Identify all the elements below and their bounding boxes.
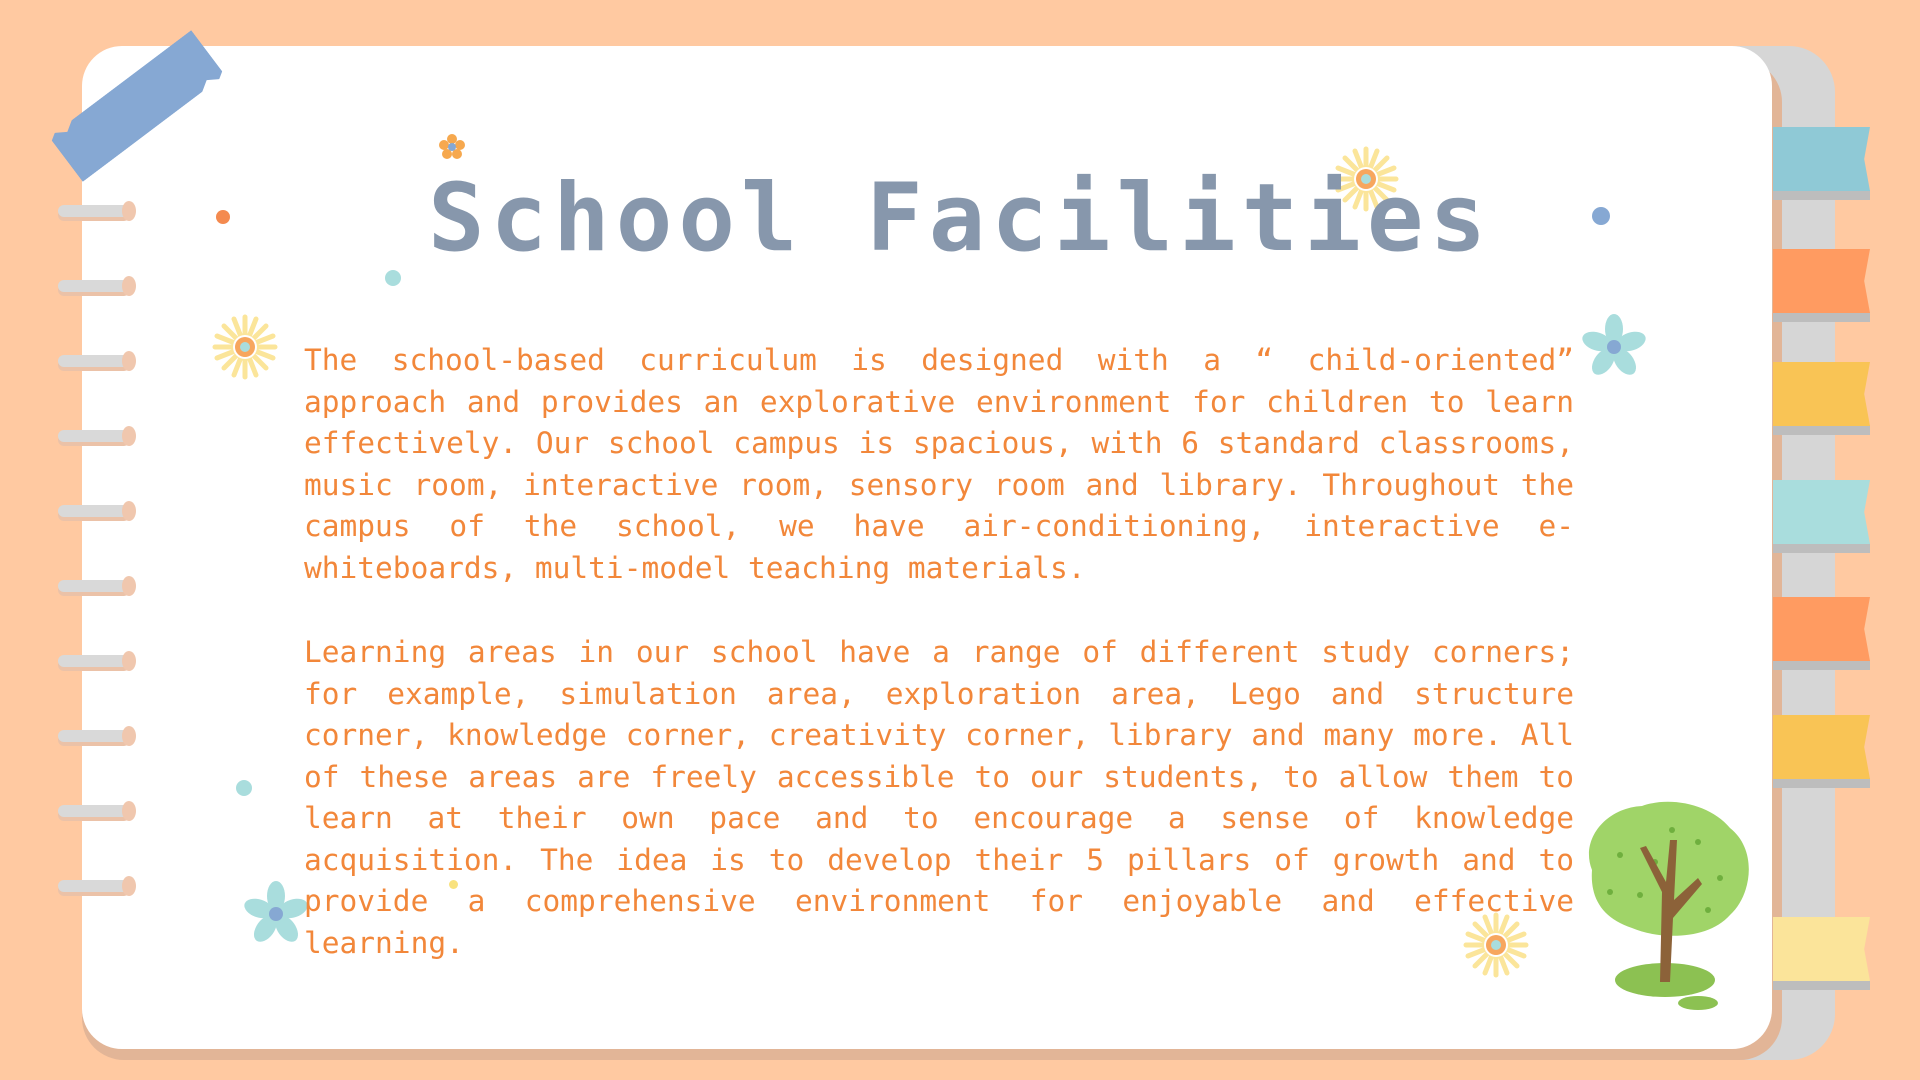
facilities-paragraph-2: Learning areas in our school have a range of different study corners; for example, simulation area, exploration area, Lego and structure corner, knowledge corner, creativity corner, library and many more. All of these areas are freely accessible to our students, to allow them to learn at their own pace and to encourage a sense of knowledge acquisition. The idea is to develop their 5 pillars of growth and to provide a comprehensive environment for enjoyable and effective learning. bbox=[304, 635, 1574, 960]
blue-flower-icon bbox=[1580, 313, 1648, 381]
notebook-tab-7[interactable] bbox=[1773, 917, 1870, 981]
spiral-ring bbox=[58, 580, 130, 592]
spiral-ring bbox=[58, 730, 130, 742]
small-orange-flower-icon bbox=[438, 133, 466, 161]
spiral-ring bbox=[58, 655, 130, 667]
tree-icon bbox=[1580, 800, 1755, 1015]
tab-shadow bbox=[1773, 778, 1870, 788]
spiral-ring bbox=[58, 280, 130, 292]
spiral-ring bbox=[58, 880, 130, 892]
notebook-tab-4[interactable] bbox=[1773, 480, 1870, 544]
page-title: School Facilities bbox=[427, 164, 1493, 273]
tab-shadow bbox=[1773, 312, 1870, 322]
spiral-ring bbox=[58, 355, 130, 367]
spiral-ring bbox=[58, 505, 130, 517]
daisy-flower-icon bbox=[211, 313, 279, 381]
tab-shadow bbox=[1773, 425, 1870, 435]
spiral-ring bbox=[58, 805, 130, 817]
decor-dot bbox=[236, 780, 252, 796]
notebook-tab-5[interactable] bbox=[1773, 597, 1870, 661]
notebook-tab-6[interactable] bbox=[1773, 715, 1870, 779]
facilities-paragraph-1: The school-based curriculum is designed with a “ child-oriented” approach and provides an explorative environment for children to learn effectively. Our school campus is spacious, with 6 standard classrooms, music room, interactive room, sensory room and library. Throughout the campus of the school, we have air-conditioning, interactive e-whiteboards, multi-model teaching materials. bbox=[304, 343, 1574, 585]
notebook-tab-3[interactable] bbox=[1773, 362, 1870, 426]
spiral-ring bbox=[58, 430, 130, 442]
blue-flower-icon bbox=[242, 880, 310, 948]
tab-shadow bbox=[1773, 660, 1870, 670]
tab-shadow bbox=[1773, 980, 1870, 990]
tab-shadow bbox=[1773, 543, 1870, 553]
